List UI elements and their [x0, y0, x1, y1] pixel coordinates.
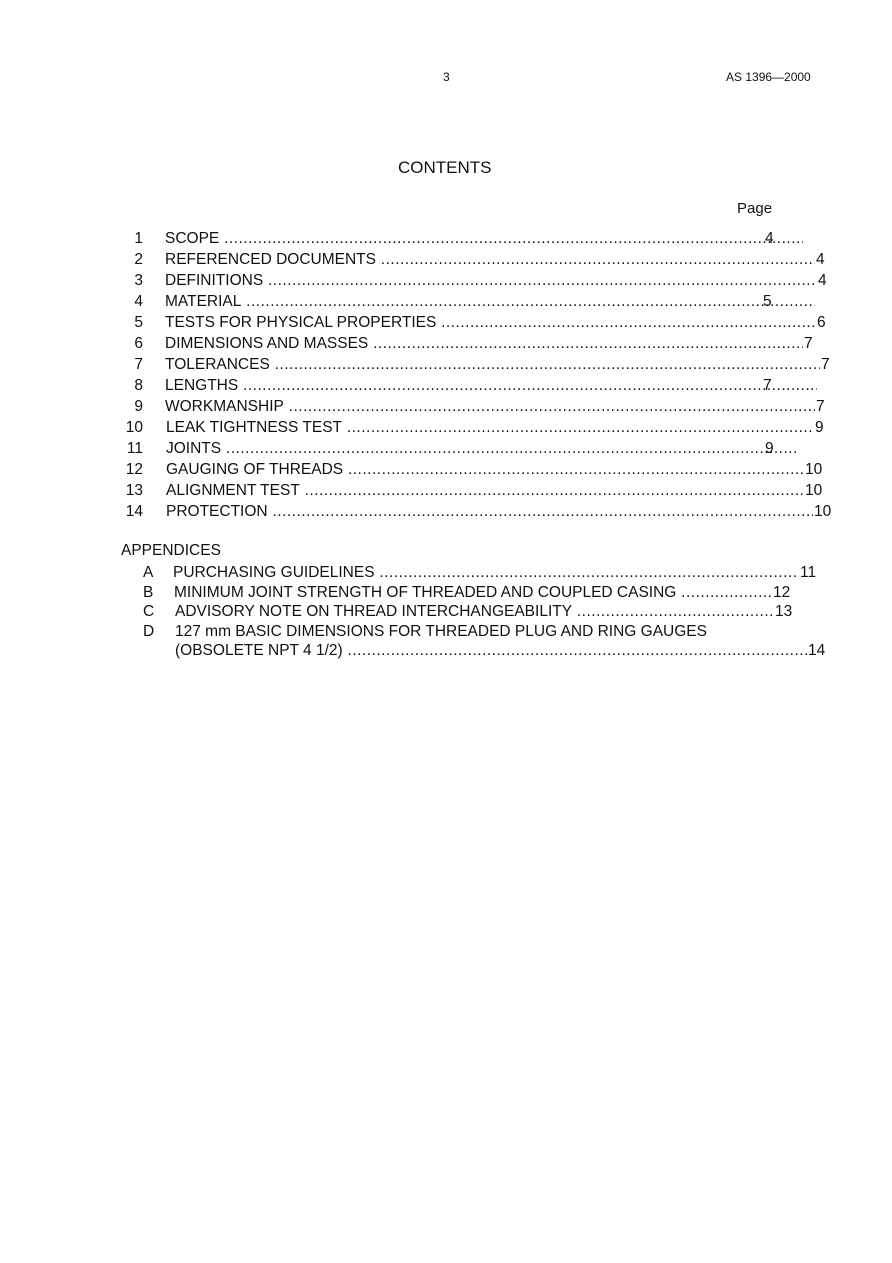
toc-entry-number: 1: [134, 230, 143, 247]
toc-entry-number: 8: [134, 377, 143, 394]
appendix-entry-d[interactable]: [143, 622, 843, 642]
toc-entry-page: 10: [805, 461, 823, 478]
toc-entry-title: MATERIAL .....: [165, 292, 815, 312]
standard-id: AS 1396—2000: [726, 70, 811, 84]
toc-entry-page: 5: [763, 293, 772, 310]
toc-entry-page: 7: [821, 356, 830, 373]
toc-entry-number: 14: [125, 503, 143, 520]
toc-entry-referenced-documents[interactable]: [121, 250, 831, 270]
toc-entry-number: 9: [134, 398, 143, 415]
toc-entry-alignment-test[interactable]: [121, 481, 831, 501]
toc-entry-number: 11: [126, 440, 143, 457]
appendix-page: 12: [773, 584, 791, 601]
appendix-title: 127 mm BASIC DIMENSIONS FOR THREADED PLUG AND RING GAUGES: [175, 623, 707, 640]
toc-entry-material[interactable]: [121, 292, 821, 312]
toc-entry-title: REFERENCED DOCUMENTS .....: [165, 250, 815, 270]
toc-entry-page: 4: [765, 230, 774, 247]
appendix-letter: D: [143, 623, 155, 640]
page-number: 3: [443, 70, 450, 84]
toc-entry-title: JOINTS .....: [166, 439, 796, 459]
appendices-heading: APPENDICES: [121, 542, 221, 559]
appendix-title: PURCHASING GUIDELINES .....: [173, 563, 798, 583]
appendix-letter: A: [143, 564, 154, 581]
toc-entry-workmanship[interactable]: [121, 397, 831, 417]
toc-entry-page: 7: [804, 335, 813, 352]
toc-entry-title: WORKMANSHIP .....: [165, 397, 815, 417]
toc-entry-page: 10: [805, 482, 823, 499]
toc-entry-page: 7: [763, 377, 772, 394]
appendix-letter: C: [143, 603, 155, 620]
toc-entry-number: 2: [134, 251, 143, 268]
toc-entry-number: 3: [134, 272, 143, 289]
toc-entry-leak-tightness-test[interactable]: [121, 418, 831, 438]
toc-entry-title: TOLERANCES .....: [165, 355, 820, 375]
page-column-label: Page: [737, 200, 773, 217]
toc-entry-title: ALIGNMENT TEST .....: [166, 481, 804, 501]
toc-entry-title: GAUGING OF THREADS .....: [166, 460, 804, 480]
appendix-title-line2: (OBSOLETE NPT 4 1/2) .....: [175, 641, 807, 661]
toc-entry-tolerances[interactable]: [121, 355, 833, 375]
toc-entry-number: 5: [134, 314, 143, 331]
toc-entry-number: 7: [134, 356, 143, 373]
toc-entry-lengths[interactable]: [121, 376, 821, 396]
appendix-title: ADVISORY NOTE ON THREAD INTERCHANGEABILITY .....: [175, 602, 774, 622]
toc-entry-page: 9: [815, 419, 824, 436]
appendix-entry-c[interactable]: [143, 602, 843, 622]
toc-entry-number: 6: [134, 335, 143, 352]
toc-entry-title: PROTECTION .....: [166, 502, 813, 522]
toc-entry-title: DEFINITIONS .....: [165, 271, 817, 291]
appendix-entry-d-continuation[interactable]: [143, 641, 843, 661]
toc-entry-page: 6: [817, 314, 826, 331]
toc-entry-title: LEAK TIGHTNESS TEST .....: [166, 418, 814, 438]
toc-entry-gauging-of-threads[interactable]: [121, 460, 831, 480]
toc-entry-number: 10: [125, 419, 143, 436]
appendix-letter: B: [143, 584, 154, 601]
appendix-title: MINIMUM JOINT STRENGTH OF THREADED AND COUPLED CASING .....: [174, 583, 772, 603]
toc-entry-joints[interactable]: [121, 439, 821, 459]
toc-entry-page: 4: [818, 272, 827, 289]
appendix-page: 14: [808, 642, 826, 659]
appendix-entry-b[interactable]: [143, 583, 843, 603]
toc-entry-title: SCOPE .....: [165, 229, 803, 249]
appendix-entry-a[interactable]: [143, 563, 843, 583]
toc-entry-title: DIMENSIONS AND MASSES .....: [165, 334, 803, 354]
toc-entry-page: 9: [765, 440, 774, 457]
toc-entry-number: 13: [125, 482, 143, 499]
appendix-page: 13: [775, 603, 793, 620]
toc-entry-protection[interactable]: [121, 502, 839, 522]
contents-title: CONTENTS: [398, 158, 492, 177]
toc-entry-title: TESTS FOR PHYSICAL PROPERTIES .....: [165, 313, 816, 333]
toc-entry-page: 4: [816, 251, 825, 268]
toc-entry-title: LENGTHS .....: [165, 376, 817, 396]
toc-entry-dimensions-and-masses[interactable]: [121, 334, 821, 354]
toc-entry-number: 12: [125, 461, 143, 478]
toc-entry-page: 10: [814, 503, 832, 520]
toc-entry-page: 7: [816, 398, 825, 415]
toc-entry-scope[interactable]: [121, 229, 821, 249]
toc-entry-number: 4: [134, 293, 143, 310]
toc-entry-definitions[interactable]: [121, 271, 831, 291]
toc-entry-tests-for-physical-properties[interactable]: [121, 313, 831, 333]
appendix-page: 11: [800, 564, 817, 581]
